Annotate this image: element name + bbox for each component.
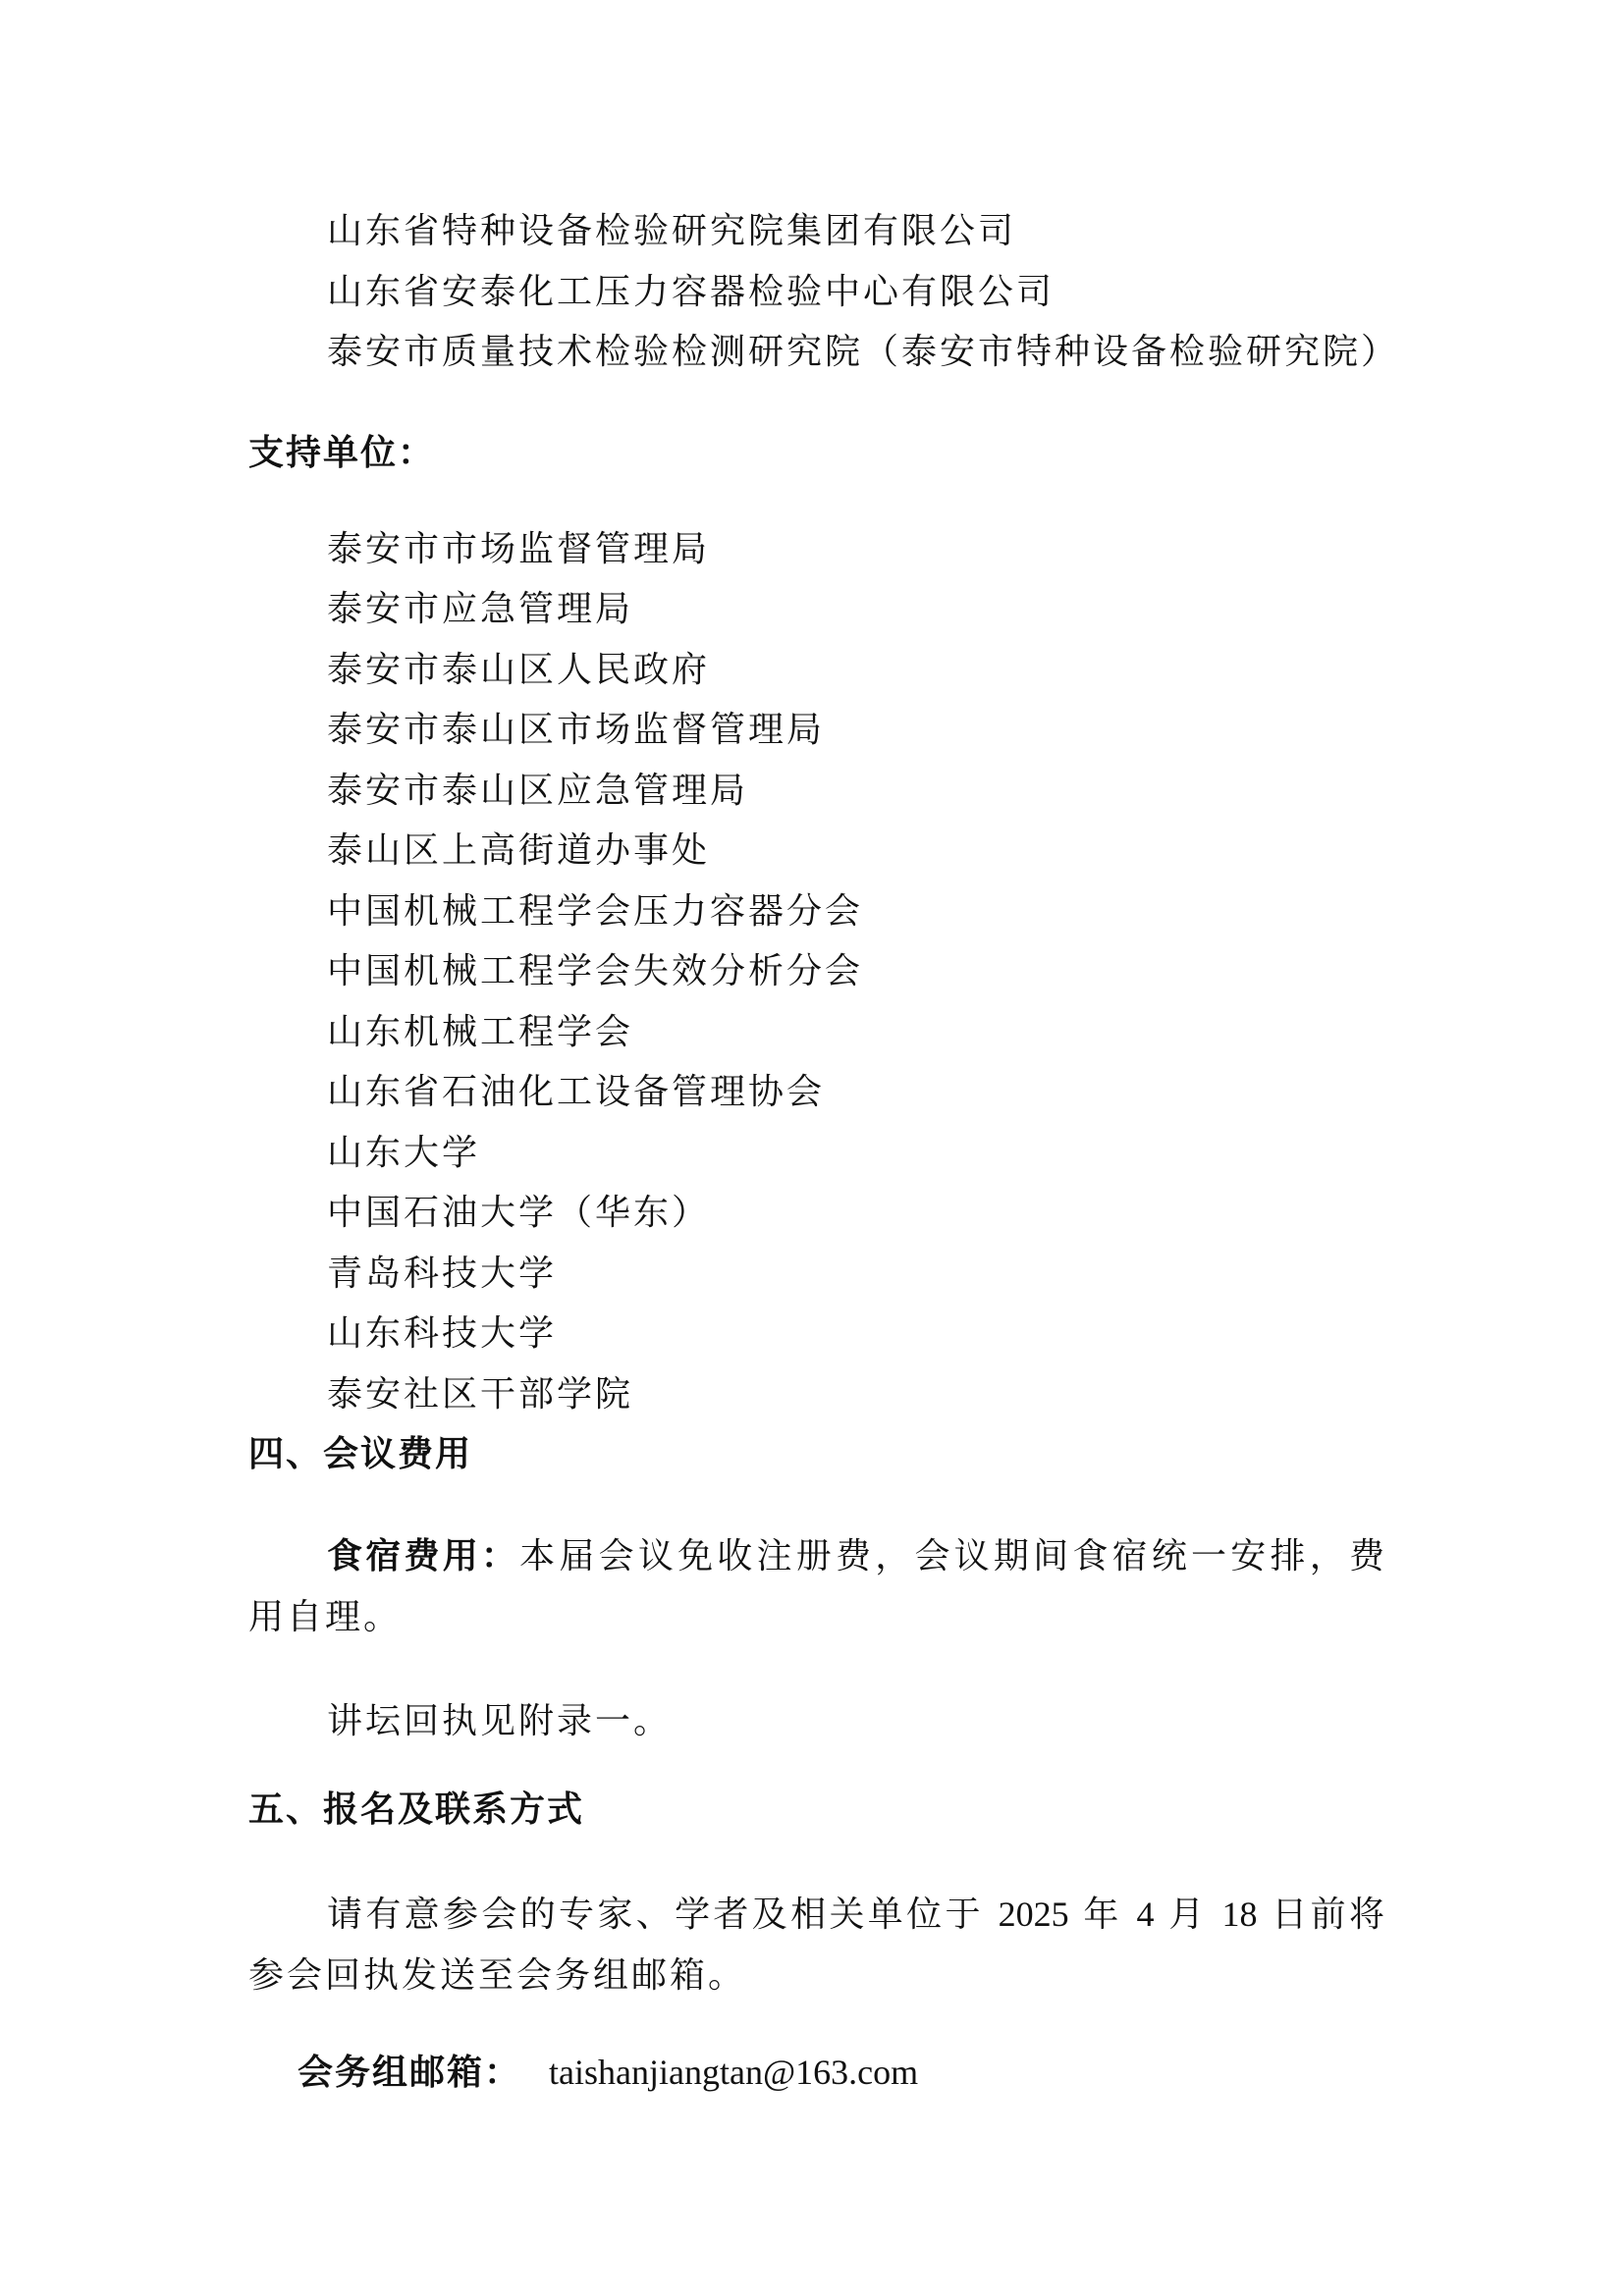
support-unit: 山东机械工程学会: [327, 1012, 634, 1052]
email-link[interactable]: taishanjiangtan@163.com: [549, 2053, 919, 2092]
registration-text: 日前将参会回执发送至会务组邮箱。: [248, 1895, 1387, 1996]
support-unit: 泰安市市场监督管理局: [327, 529, 711, 569]
support-unit: 泰安市泰山区应急管理局: [327, 771, 749, 811]
support-unit: 中国机械工程学会失效分析分会: [327, 951, 864, 991]
registration-paragraph: [248, 1884, 1387, 2006]
organizer-line: 泰安市质量技术检验检测研究院（泰安市特种设备检验研究院）: [327, 332, 1400, 372]
receipt-note: 讲坛回执见附录一。: [327, 1701, 673, 1741]
support-unit: 泰安社区干部学院: [327, 1374, 634, 1415]
deadline-month: 4: [1136, 1895, 1155, 1934]
section-heading-fees: 四、会议费用: [248, 1434, 473, 1474]
support-heading: 支持单位：: [248, 433, 436, 473]
email-label: 会务组邮箱：: [298, 2053, 522, 2093]
organizer-line: 山东省安泰化工压力容器检验中心有限公司: [327, 272, 1056, 312]
support-unit: 山东省石油化工设备管理协会: [327, 1072, 826, 1112]
support-unit: 中国机械工程学会压力容器分会: [327, 891, 864, 932]
organizer-line: 山东省特种设备检验研究院集团有限公司: [327, 211, 1017, 251]
registration-text: 年: [1083, 1895, 1122, 1935]
registration-text: 请有意参会的专家、学者及相关单位于: [327, 1895, 984, 1935]
registration-text: 月: [1168, 1895, 1208, 1935]
deadline-year: 2025: [998, 1895, 1069, 1934]
support-unit: 泰安市泰山区市场监督管理局: [327, 710, 826, 750]
fees-paragraph: [248, 1526, 1387, 1648]
support-unit: 山东大学: [327, 1133, 481, 1173]
section-heading-registration: 五、报名及联系方式: [248, 1789, 585, 1830]
support-unit: 中国石油大学（华东）: [327, 1193, 711, 1233]
contact-email-row: [298, 2055, 918, 2091]
support-unit: 青岛科技大学: [327, 1254, 558, 1294]
fees-label: 食宿费用：: [327, 1536, 520, 1576]
support-unit: 山东科技大学: [327, 1313, 558, 1354]
fees-text: 本届会议免收注册费，会议期间食宿统一安排，费用自理。: [248, 1536, 1387, 1637]
support-unit: 泰安市泰山区人民政府: [327, 650, 711, 690]
support-unit: 泰安市应急管理局: [327, 589, 634, 629]
support-unit: 泰山区上高街道办事处: [327, 830, 711, 871]
deadline-day: 18: [1221, 1895, 1258, 1934]
